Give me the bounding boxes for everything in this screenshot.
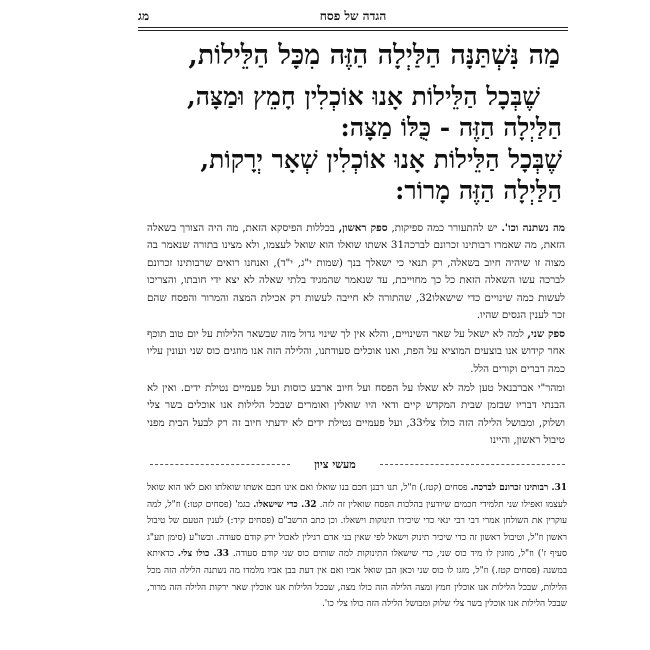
commentary-heading: מה נשתנה וכו'. — [501, 222, 565, 234]
page-number: מג — [138, 9, 150, 23]
ma-nishtana-line-4: שֶׁבְּכָל הַלֵּילוֹת אָנוּ אוֹכְלִין שְׁאָר יְרָקוֹת, — [200, 145, 562, 174]
ma-nishtana-line-1: מַה נִּשְׁתַּנָּה הַלַּיְלָה הַזֶּה מִכָּל הַלֵּילוֹת, — [188, 40, 560, 71]
footnote-text: בגמ' (פסחים קטו:) וז"ל, למה עוקרין את השולחן אמרי דבי רבי ינאי כדי שיכירו תינוקות וישאלו. וכן כתב הרשב"ם (פסחים קיד:) לענין הטעם של טיבול ראשון וז"ל, וטיבול ראשון זה כדי שיכיר תינוק וישאל לפי שאין בני אדם רגילין לאכול ירק קודם סעודה. ובשו"ע (סימן תע"ג סעיף ז') וז"ל, מוזגין לו מיד כוס שני, כדי שישאלו התינוקות למה שותים כוס שני קודם סעודה. — [147, 499, 567, 560]
header-rule — [138, 27, 568, 28]
running-header — [138, 6, 568, 28]
footnotes — [147, 480, 567, 613]
commentary-paragraph-2 — [147, 326, 565, 378]
commentary-text: בכללות הפיסקא הזאת, מה היה הצורך בשאלה הזאת, מה שאמרו רבותינו זכרונם לברכה31 אשתו שואלו הוא שואל לעצמו, ולא מצינו בתורה שנאמר בה מצוה זו שיהיה חיוב בשאלה, רק תנאי כי ישאלך בנך (שמות י"ג, י"ד), ואנחנו רואים שרבותינו זכרונם לברכה עשו השאלה הזאת כל כך מחוייבת, עד שנאמר שהמגיד בלתי שאלה לא יצא ידי חובתו, והצריכו לעשות כמה שינויים כדי שישאלו32, שהתורה לא חייבה לעשות רק אכילת המצה והמרור והפסח שהם זכר לענין הגסים שהיו. — [147, 222, 565, 322]
ma-nishtana-line-5: הַלַּיְלָה הַזֶּה מָרוֹר: — [395, 176, 562, 205]
footnote-text: פסחים (קטז.) וז"ל, תנו רבנן חכם בנו שואלו ואם אינו חכם אשתו שואלתו ואם לאו הוא שואל לעצמו ואפילו שני תלמידי חכמים שיודעין בהלכות הפסח שואלין זה לזה. — [147, 483, 567, 510]
section-ornament-right — [380, 464, 565, 465]
footnote-heading: 32. כדי שישאלו. — [253, 499, 317, 510]
commentary-paragraph-1 — [147, 220, 565, 324]
footnote-heading: 31. רבותינו זכרונם לברכה. — [470, 483, 567, 493]
commentary-text: יש להתעורר כמה ספיקות, — [387, 222, 502, 234]
header-title: הגדה של פסח — [319, 9, 387, 23]
footnote-text: כדאיתא במשנה (פסחים קטז.) וז"ל, מזגו לו כוס שני וכאן הבן שואל אביו ואם אין דעת בבן אביו מלמדו מה נשתנה הלילה הזה מכל הלילות, שבכל הלילות אנו אוכלין חמץ ומצה הלילה הזה כולו מצה, שבכל הלילות אנו אוכלין שאר ירקות הלילה הזה מרור, שבכל הלילות אנו אוכלין בשר צלי שלוק ומבושל הלילה הזה כולו צלי כו'. — [147, 549, 567, 610]
section-label: מעשי ציון — [314, 458, 356, 471]
ma-nishtana-line-2: שֶׁבְּכָל הַלֵּילוֹת אָנוּ אוֹכְלִין חָמֵץ וּמַצָּה, — [186, 82, 540, 111]
section-ornament-left — [150, 464, 290, 465]
commentary-paragraph-3 — [147, 380, 565, 450]
commentary-question-label: ספק ראשון, — [338, 222, 388, 234]
ma-nishtana-line-3: הַלַּיְלָה הַזֶּה - כֻּלּוֹ מַצָּה: — [340, 113, 562, 142]
commentary-question-label: ספק שני, — [527, 328, 565, 340]
commentary-text: למה לא ישאל על שאר השינויים, והלא אין לך שינוי גדול מזה שבשאר הלילות על יום טוב תוכף אחר קידוש אנו בוצעים המוציא על הפת, ואנו אוכלים סעודתנו, והלילה הזה אנו מוזגים כוס שני ועונין עליו כמה דברים וקורים הלל. — [147, 328, 565, 375]
header-rule-double — [138, 30, 568, 31]
commentary-text: ומהר"י אברבנאל טען למה לא שאלו על הפסח ועל חיוב ארבע כוסות ועל פעמיים נטילת ידים. ואין לא הבנתי דבריו שבזמן שבית המקדש קיים ודאי היו שואלין ואומרים שבכל הלילות אנו אוכלים בשר צלי ושלוק, ומבושל הלילה הזה כולו צלי33, ועל פעמיים נטילת ידים לא ידעתי חיוב זה רק לבעל הבית מפני טיבול ראשון, והיינו — [147, 382, 565, 447]
footnote-heading: 33. כולו צלי. — [177, 549, 229, 560]
